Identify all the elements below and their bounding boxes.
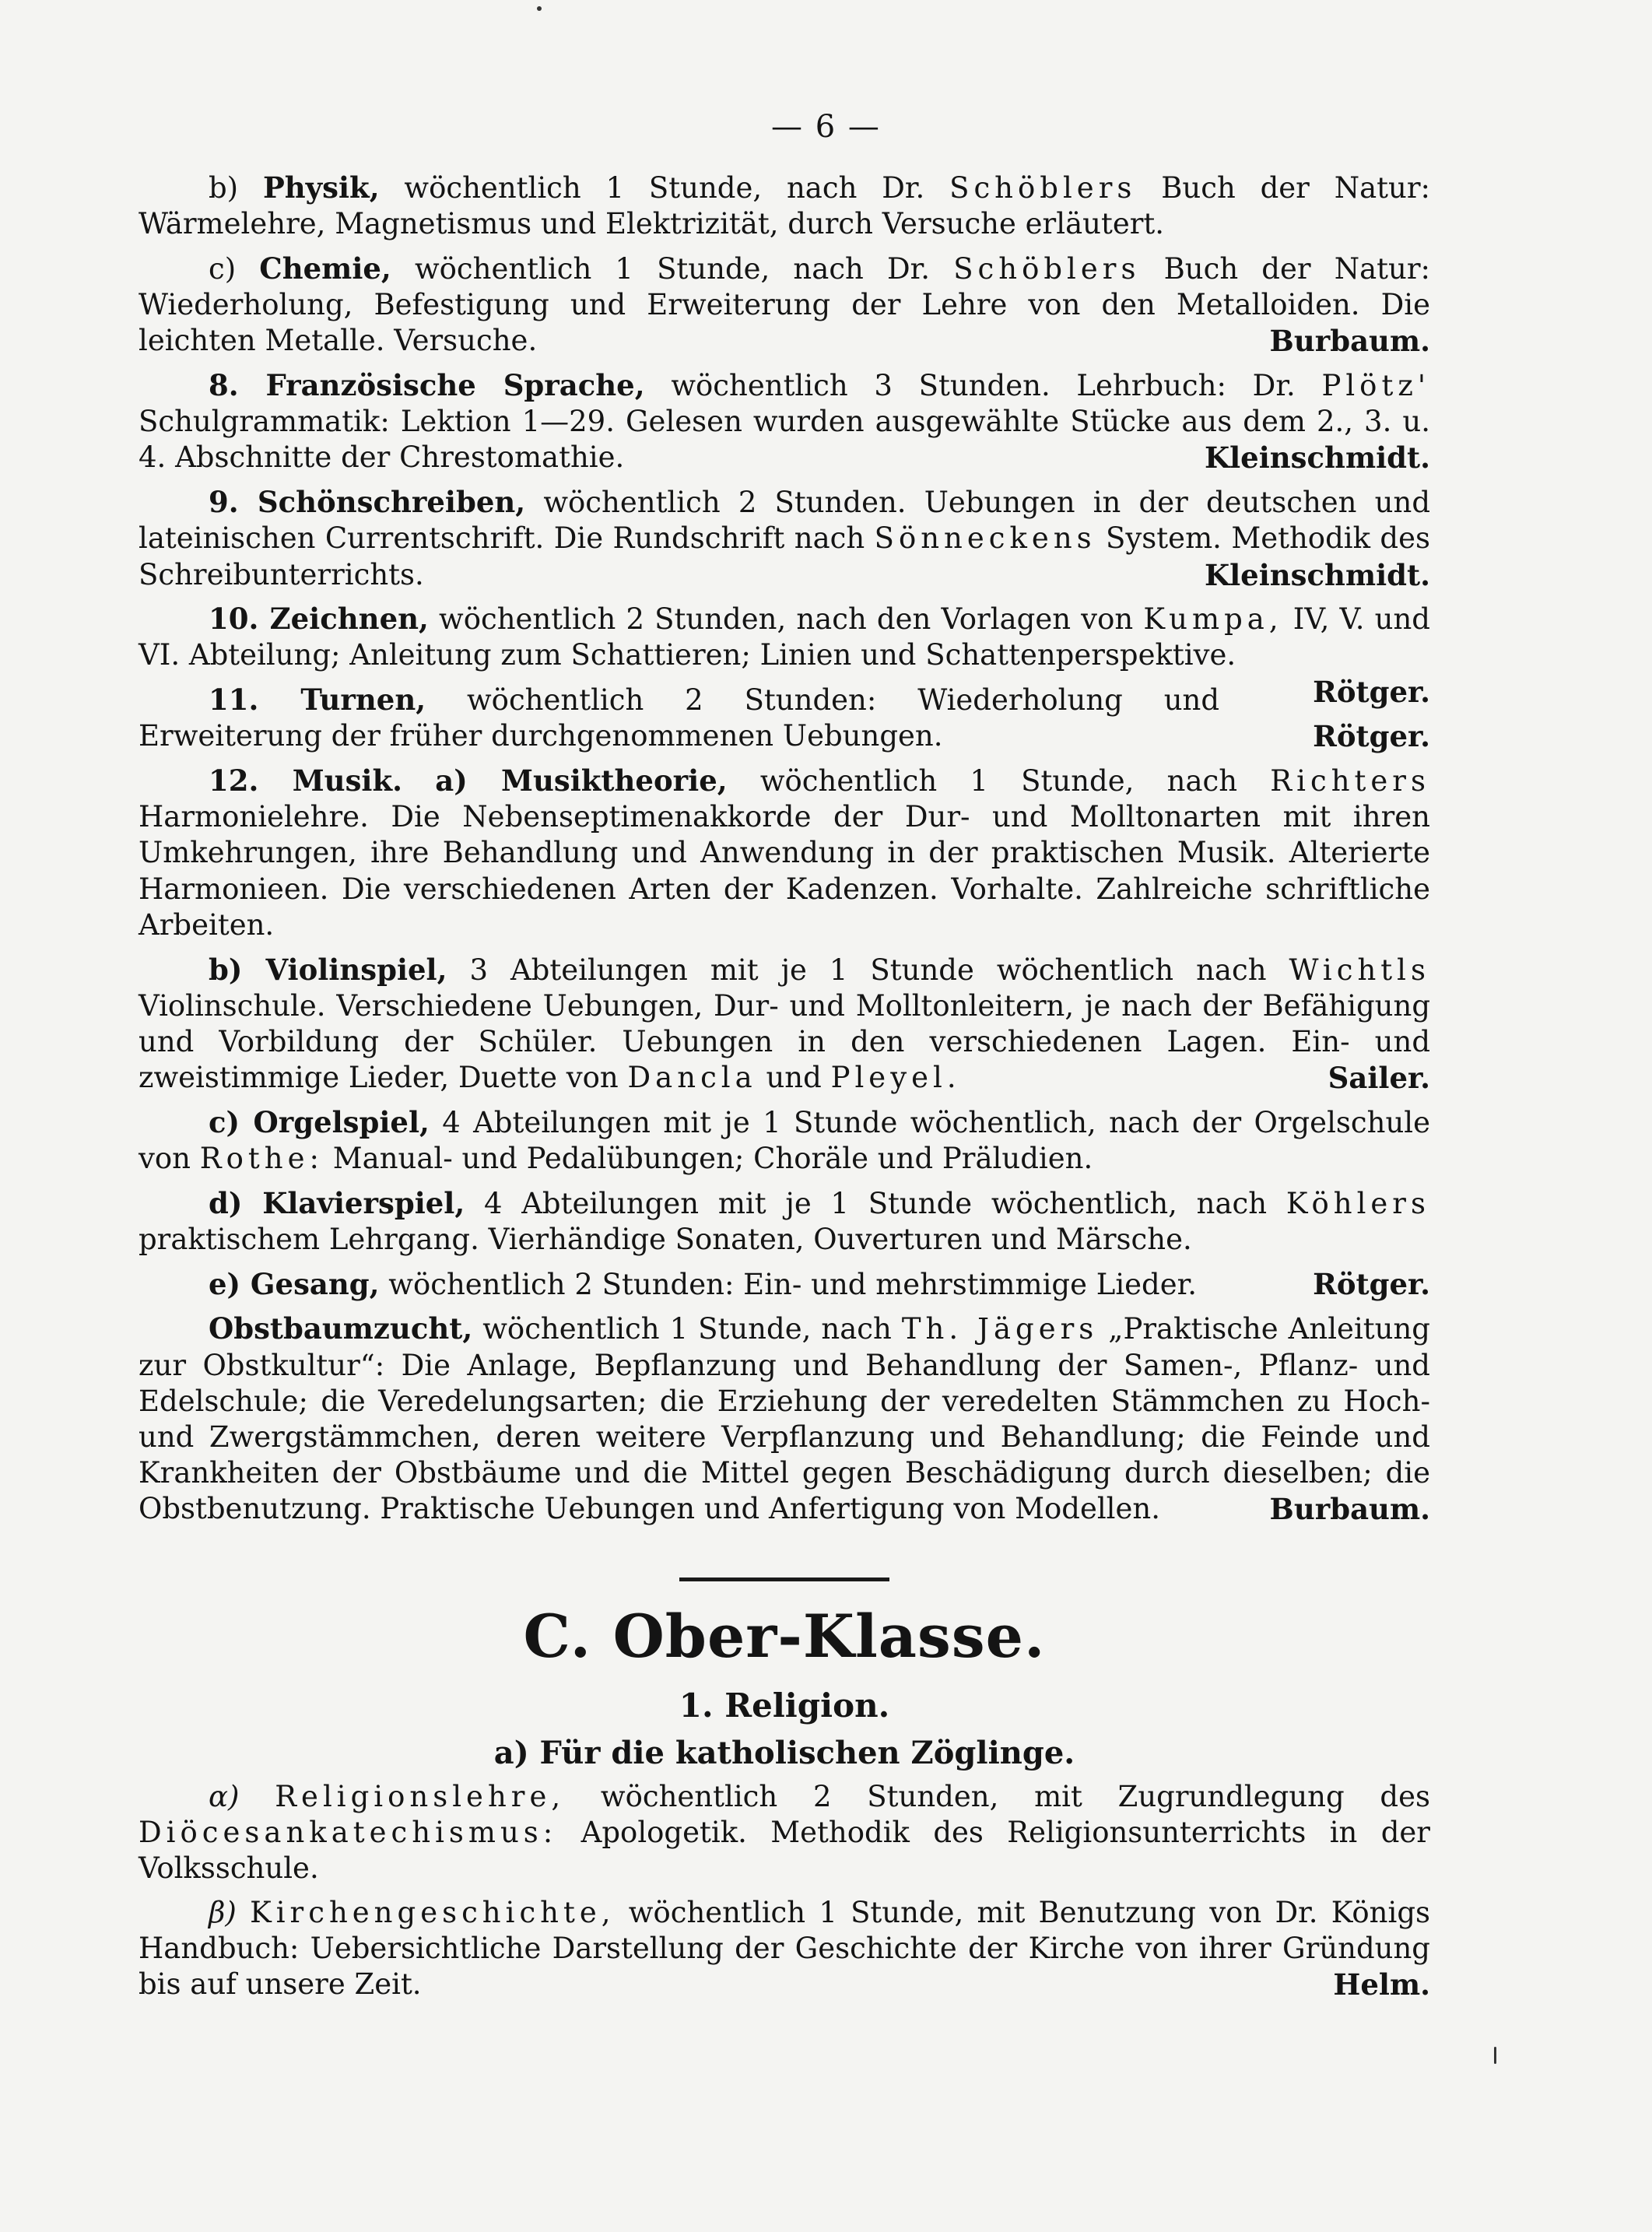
text-run: a) Musiktheorie,	[435, 763, 728, 798]
text-run: β)	[209, 1895, 237, 1929]
text-run: Religionslehre,	[275, 1779, 566, 1813]
text-run: praktischem Lehrgang. Vierhändige Sonaten, Ouverturen und Märsche.	[139, 1222, 1192, 1256]
paragraph-orgelspiel	[139, 1104, 1430, 1177]
text-run: wöchentlich 1 Stunde, nach Dr.	[379, 171, 950, 205]
text-run: d) Klavierspiel,	[209, 1185, 465, 1220]
text-run: Buch der Natur: Wärmelehre, Magnetismus und Elektrizität, durch Versuche erläutert.	[139, 171, 1430, 241]
text-run: wöchentlich 1 Stunde, nach	[727, 764, 1271, 798]
text-run: e) Gesang,	[209, 1266, 380, 1301]
text-run: wöchentlich 1 Stunde, mit Benutzung von Dr. Königs Handbuch: Uebersichtliche Darstellung der Geschichte der Kirche von ihrer Gründung bis auf unsere Zeit.	[139, 1895, 1430, 2002]
text-run: c)	[209, 251, 260, 286]
text-run: c) Orgelspiel,	[209, 1104, 430, 1139]
text-run	[239, 1780, 275, 1813]
text-run: wöchentlich 1 Stunde, nach Dr.	[391, 251, 954, 286]
text-run: wöchentlich 1 Stunde, nach	[472, 1312, 902, 1346]
lesson-paragraphs	[139, 170, 1430, 1528]
text-run: b)	[209, 171, 263, 205]
text-run: Schöblers	[953, 251, 1141, 286]
paragraph-gesang	[139, 1266, 1430, 1303]
text-run: Pleyel.	[830, 1061, 961, 1095]
text-run: wöchentlich 2 Stunden: Wiederholung und Erweiterung der früher durchgenommenen Uebungen.	[139, 683, 1220, 753]
paragraph-physik	[139, 170, 1430, 242]
print-speck	[537, 6, 542, 11]
text-run: Chemie,	[259, 251, 391, 286]
text-run: Diöcesankatechismus:	[139, 1815, 558, 1849]
teacher-name: Rötger.	[1313, 674, 1430, 709]
text-run: Dancla	[627, 1061, 757, 1095]
teacher-name: Sailer.	[1328, 1061, 1430, 1096]
paragraph-musik	[139, 763, 1430, 943]
section-subsubheading: a) Für die katholischen Zöglinge.	[493, 1734, 1075, 1771]
text-run: 8. Französische Sprache,	[209, 368, 645, 403]
section-divider	[679, 1577, 889, 1581]
paragraph-turnen	[139, 682, 1430, 754]
text-run: Schulgrammatik: Lektion 1—29. Gelesen wurden ausgewählte Stücke aus dem 2., 3. u. 4. Abschnitte der Chrestomathie.	[139, 405, 1430, 475]
text-run: wöchentlich 2 Stunden, nach den Vorlagen von	[428, 602, 1144, 637]
paragraph-chemie	[139, 251, 1430, 360]
text-run: Th. Jägers	[901, 1312, 1099, 1346]
teacher-name: Rötger.	[1313, 1266, 1430, 1301]
text-run: wöchentlich 3 Stunden. Lehrbuch: Dr.	[644, 369, 1322, 403]
text-run: Rothe:	[199, 1142, 324, 1176]
text-run: 11. Turnen,	[209, 683, 426, 718]
text-run: Kumpa,	[1143, 602, 1283, 637]
paragraph-kirchengeschichte	[139, 1895, 1430, 2003]
text-run: Apologetik. Methodik des Religionsunterrichts in der Volksschule.	[139, 1815, 1430, 1886]
text-run: Schöblers	[949, 171, 1137, 205]
text-run: 10. Zeichnen,	[209, 602, 429, 637]
text-run: Wichtls	[1289, 953, 1430, 987]
text-run	[237, 1896, 250, 1929]
text-run: System. Methodik des Schreibunterrichts.	[139, 521, 1430, 591]
text-run: 4 Abteilungen mit je 1 Stunde wöchentlich, nach der Orgelschule von	[139, 1105, 1431, 1176]
teacher-name: Rötger.	[1313, 719, 1430, 754]
section-subheading: 1. Religion.	[679, 1686, 890, 1725]
section-items	[139, 1779, 1430, 2003]
section-heading: C. Ober-Klasse.	[523, 1601, 1046, 1671]
text-run	[402, 764, 435, 798]
paragraph-obstbaumzucht	[139, 1311, 1430, 1527]
text-run: und	[756, 1061, 831, 1095]
teacher-name: Helm.	[1333, 1967, 1430, 2002]
paragraph-klavierspiel	[139, 1185, 1430, 1258]
text-run: wöchentlich 2 Stunden, mit Zugrundlegung des	[565, 1779, 1430, 1813]
page-number: — 6 —	[771, 109, 881, 145]
text-run: α)	[209, 1779, 240, 1813]
text-run: wöchentlich 2 Stunden. Uebungen in der deutschen und lateinischen Currentschrift. Die Rundschrift nach	[139, 486, 1430, 556]
text-run: Harmonielehre. Die Nebenseptimenakkorde der Dur- und Molltonarten mit ihren Umkehrungen, ihre Behandlung und Anwendung in der praktischen Musik. Alterierte Harmonieen. Die verschiedenen Arten der Kadenzen. Vorhalte. Zahlreiche schriftliche Arbeiten.	[139, 800, 1430, 942]
paragraph-schoenschreiben	[139, 484, 1430, 593]
text-run: 4 Abteilungen mit je 1 Stunde wöchentlich, nach	[465, 1186, 1286, 1220]
text-run: Köhlers	[1285, 1186, 1430, 1220]
text-run: 12. Musik.	[209, 763, 402, 798]
teacher-name: Burbaum.	[1269, 324, 1430, 359]
text-run: Violinschule. Verschiedene Uebungen, Dur- und Molltonleitern, je nach der Befähigung und Vorbildung der Schüler. Uebungen in den verschiedenen Lagen. Ein- und zweistimmige Lieder, Duette von	[139, 988, 1430, 1095]
teacher-name: Burbaum.	[1269, 1492, 1430, 1527]
text-run: Obstbaumzucht,	[209, 1311, 473, 1346]
text-run: 3 Abteilungen mit je 1 Stunde wöchentlich nach	[447, 953, 1289, 987]
text-run: Kirchengeschichte,	[250, 1895, 616, 1929]
page-body	[139, 170, 1430, 2011]
text-run: Richters	[1270, 764, 1430, 798]
text-run: IV, V. und VI. Abteilung; Anleitung zum Schattieren; Linien und Schattenperspektive.	[139, 602, 1430, 672]
text-run: Manual- und Pedalübungen; Choräle und Präludien.	[323, 1142, 1093, 1176]
print-speck	[1494, 2047, 1496, 2064]
text-run: wöchentlich 2 Stunden: Ein- und mehrstimmige Lieder.	[379, 1267, 1198, 1301]
text-run: Physik,	[262, 170, 380, 205]
text-run: Buch der Natur: Wiederholung, Befestigung und Erweiterung der Lehre von den Metalloiden. Die leichten Metalle. Versuche.	[139, 251, 1430, 358]
text-run: „Praktische Anleitung zur Obstkultur“: Die Anlage, Bepflanzung und Behandlung der Samen-, Pflanz- und Edelschule; die Veredelungsarten; die Erziehung der veredelten Stämmchen zu Hoch- und Zwergstämmchen, deren weitere Verpflanzung und Behandlung; die Feinde und Krankheiten der Obstbäume und die Mittel gegen Beschädigung durch dieselben; die Obstbenutzung. Praktische Uebungen und Anfertigung von Modellen.	[139, 1312, 1430, 1526]
teacher-name: Kleinschmidt.	[1204, 557, 1430, 592]
teacher-name: Kleinschmidt.	[1204, 440, 1430, 476]
paragraph-religionslehre	[139, 1779, 1430, 1887]
text-run: 9. Schönschreiben,	[209, 485, 526, 520]
paragraph-franzoesisch	[139, 367, 1430, 476]
paragraph-violinspiel	[139, 952, 1430, 1097]
text-run: Plötz'	[1321, 369, 1430, 403]
text-run: Sönneckens	[874, 521, 1096, 556]
text-run: b) Violinspiel,	[209, 952, 447, 987]
